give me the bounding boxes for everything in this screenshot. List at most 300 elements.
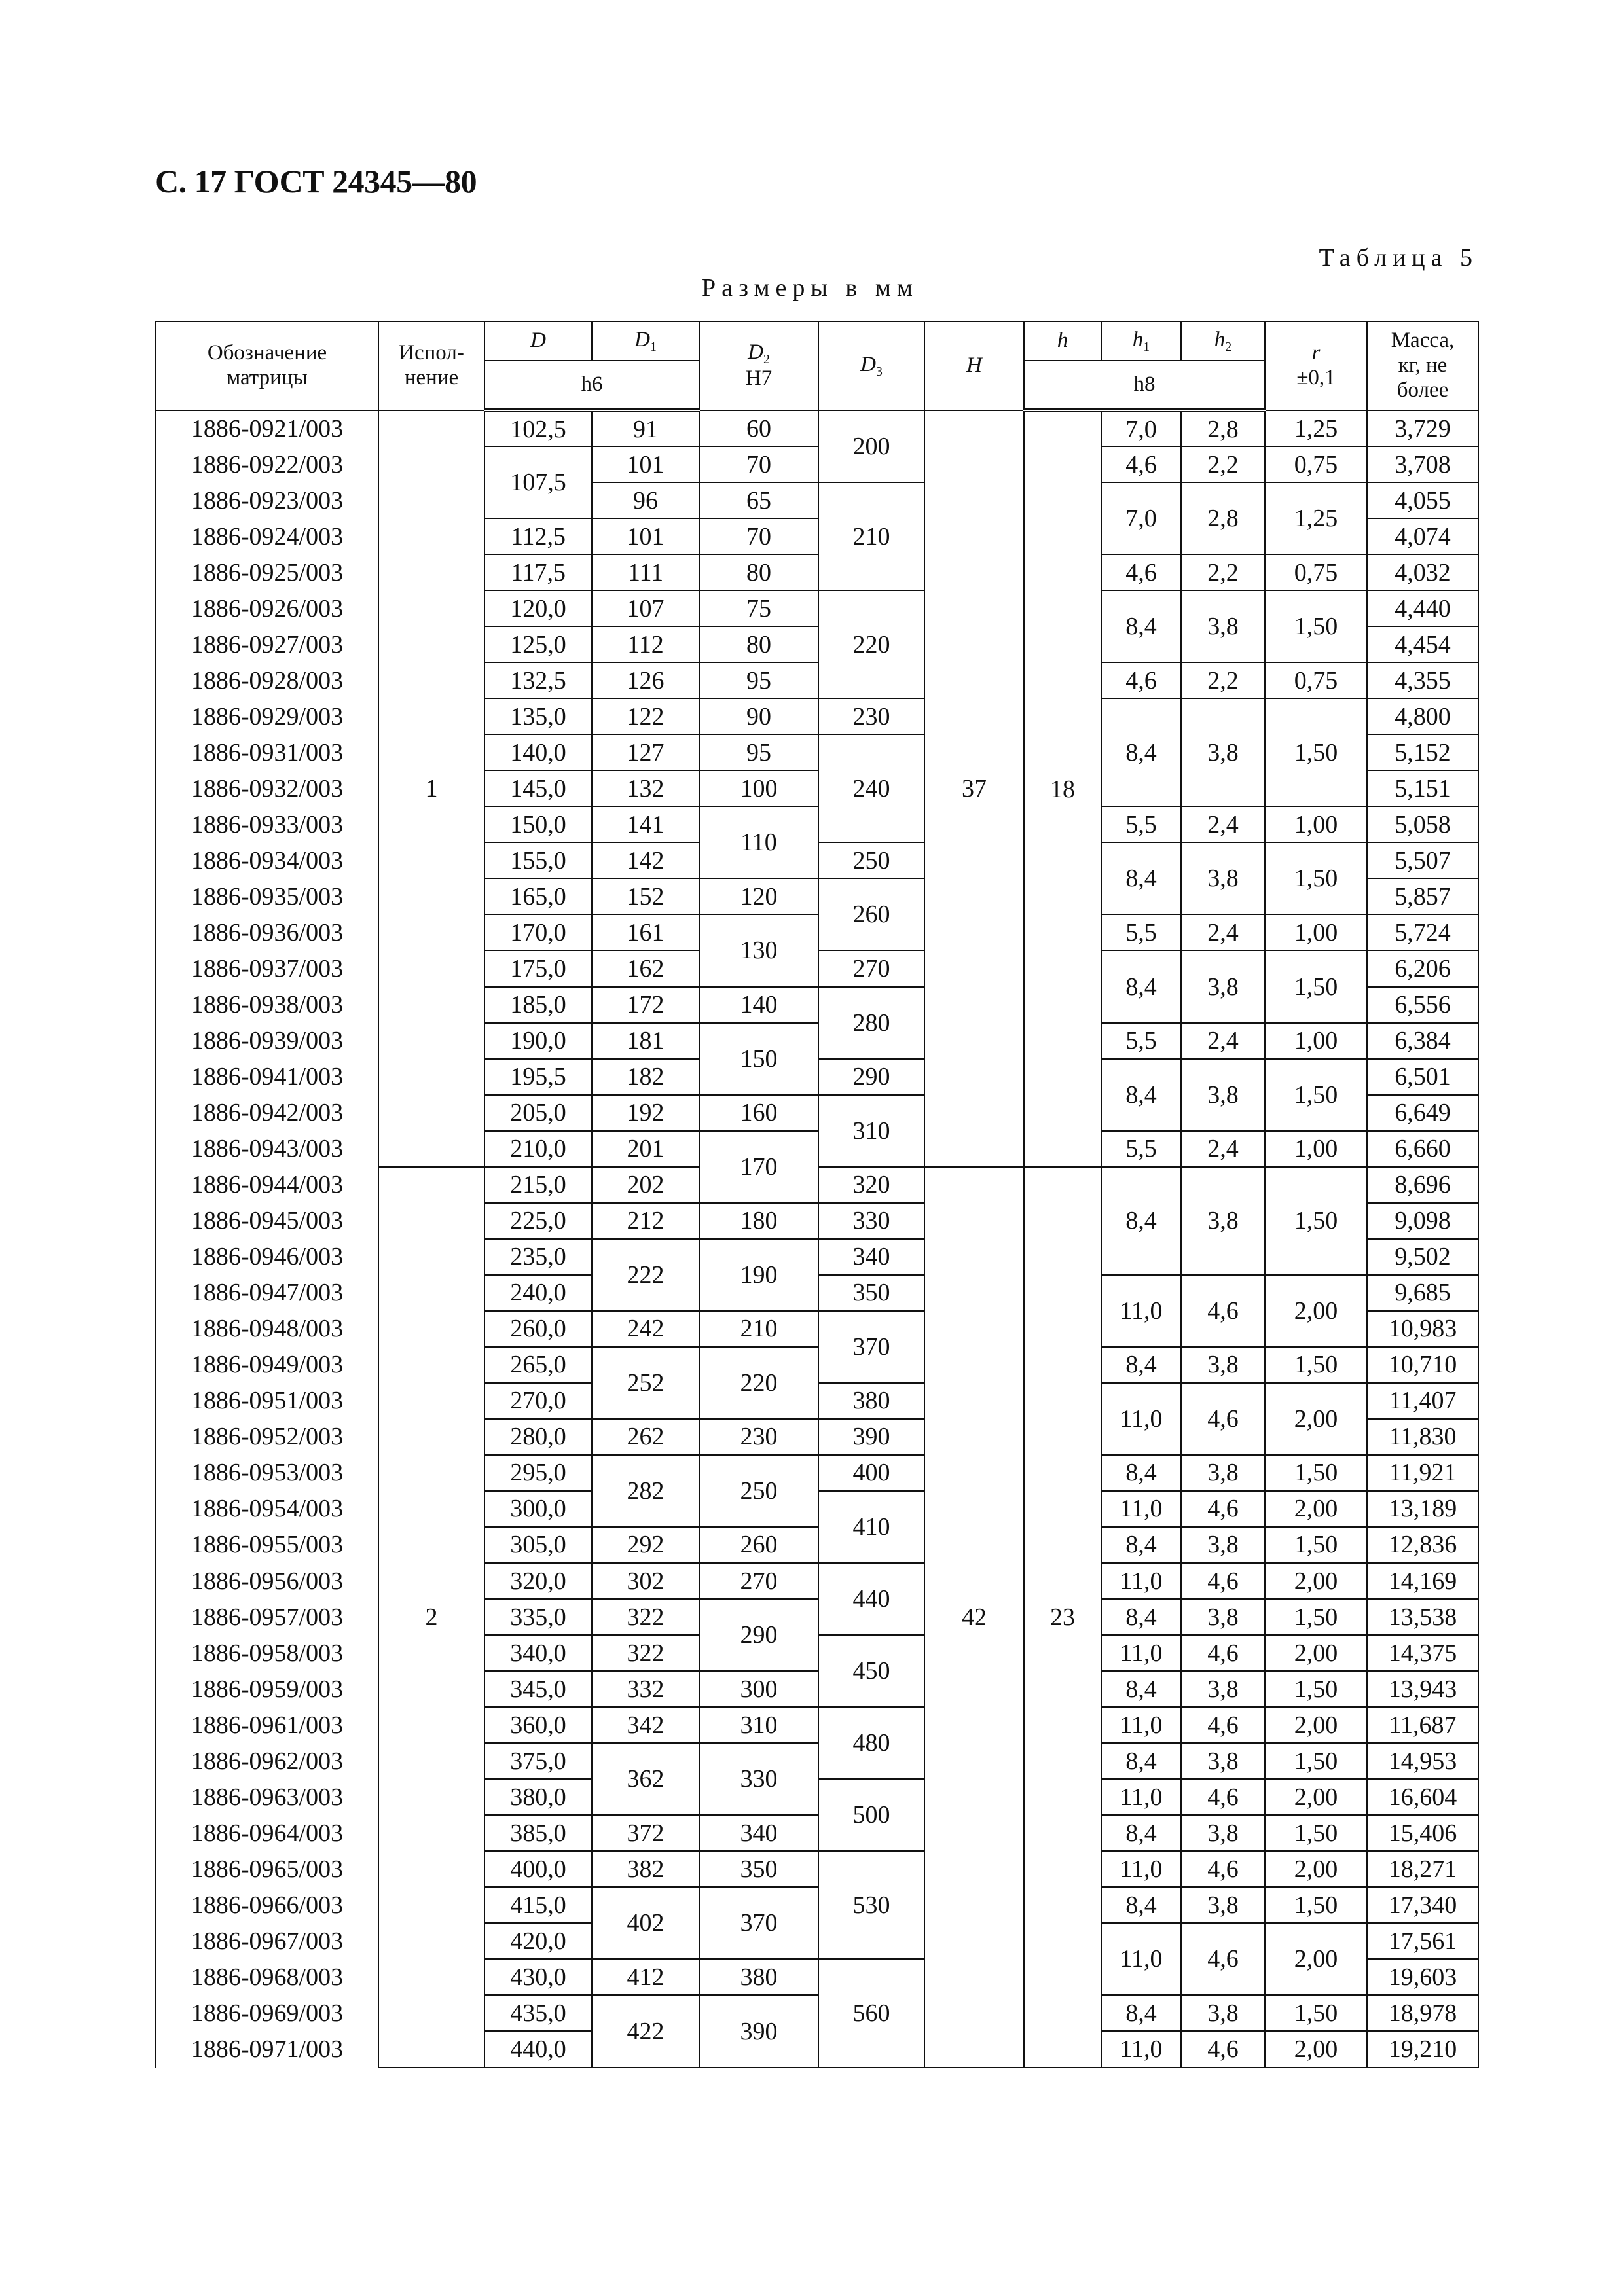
cell-designation: 1886-0969/003 bbox=[156, 1995, 378, 2031]
cell-D1: 382 bbox=[592, 1851, 699, 1887]
cell-designation: 1886-0927/003 bbox=[156, 626, 378, 662]
cell-D: 385,0 bbox=[484, 1815, 592, 1851]
cell-h2: 2,4 bbox=[1181, 1023, 1265, 1059]
cell-mass: 5,152 bbox=[1367, 734, 1478, 770]
cell-D3: 500 bbox=[818, 1779, 924, 1851]
cell-D: 380,0 bbox=[484, 1779, 592, 1815]
cell-h2: 2,4 bbox=[1181, 806, 1265, 842]
cell-r: 2,00 bbox=[1265, 1779, 1367, 1815]
cell-D: 210,0 bbox=[484, 1131, 592, 1167]
cell-D1: 127 bbox=[592, 734, 699, 770]
cell-D: 320,0 bbox=[484, 1563, 592, 1599]
cell-h1: 8,4 bbox=[1101, 950, 1181, 1022]
cell-r: 1,50 bbox=[1265, 950, 1367, 1022]
cell-h1: 8,4 bbox=[1101, 1167, 1181, 1275]
cell-D2: 70 bbox=[699, 518, 818, 554]
cell-h2: 3,8 bbox=[1181, 1743, 1265, 1779]
table-row bbox=[156, 662, 1478, 698]
cell-h2: 3,8 bbox=[1181, 1347, 1265, 1383]
cell-r: 1,00 bbox=[1265, 914, 1367, 950]
cell-D2: 140 bbox=[699, 987, 818, 1023]
cell-D2: 300 bbox=[699, 1671, 818, 1707]
cell-mass: 13,189 bbox=[1367, 1491, 1478, 1527]
cell-mass: 3,708 bbox=[1367, 446, 1478, 482]
table-row bbox=[156, 1455, 1478, 1491]
cell-mass: 5,857 bbox=[1367, 878, 1478, 914]
cell-designation: 1886-0945/003 bbox=[156, 1203, 378, 1239]
cell-mass: 18,271 bbox=[1367, 1851, 1478, 1887]
cell-mass: 17,561 bbox=[1367, 1923, 1478, 1959]
cell-designation: 1886-0954/003 bbox=[156, 1491, 378, 1527]
cell-h2: 2,4 bbox=[1181, 914, 1265, 950]
cell-h2: 3,8 bbox=[1181, 842, 1265, 914]
cell-h2: 3,8 bbox=[1181, 950, 1265, 1022]
cell-D2: 210 bbox=[699, 1311, 818, 1347]
cell-h2: 2,2 bbox=[1181, 446, 1265, 482]
cell-r: 1,50 bbox=[1265, 590, 1367, 662]
cell-designation: 1886-0934/003 bbox=[156, 842, 378, 878]
cell-h1: 4,6 bbox=[1101, 446, 1181, 482]
cell-D2: 180 bbox=[699, 1203, 818, 1239]
cell-h1: 11,0 bbox=[1101, 1563, 1181, 1599]
cell-D3: 270 bbox=[818, 950, 924, 986]
cell-D: 360,0 bbox=[484, 1707, 592, 1743]
cell-mass: 4,454 bbox=[1367, 626, 1478, 662]
cell-D2: 170 bbox=[699, 1131, 818, 1203]
cell-r: 1,50 bbox=[1265, 1815, 1367, 1851]
table-row bbox=[156, 1347, 1478, 1383]
cell-h1: 8,4 bbox=[1101, 1671, 1181, 1707]
cell-r: 2,00 bbox=[1265, 1491, 1367, 1527]
cell-D2: 220 bbox=[699, 1347, 818, 1419]
cell-D: 117,5 bbox=[484, 554, 592, 590]
cell-D3: 320 bbox=[818, 1167, 924, 1203]
cell-D: 265,0 bbox=[484, 1347, 592, 1383]
cell-D2: 75 bbox=[699, 590, 818, 626]
cell-r: 1,50 bbox=[1265, 1743, 1367, 1779]
cell-h2: 3,8 bbox=[1181, 1455, 1265, 1491]
cell-h2: 3,8 bbox=[1181, 1167, 1265, 1275]
cell-mass: 10,710 bbox=[1367, 1347, 1478, 1383]
cell-D1: 222 bbox=[592, 1239, 699, 1311]
cell-D3: 370 bbox=[818, 1311, 924, 1383]
cell-D: 170,0 bbox=[484, 914, 592, 950]
cell-h2: 3,8 bbox=[1181, 1599, 1265, 1635]
cell-D: 305,0 bbox=[484, 1527, 592, 1563]
cell-h1: 11,0 bbox=[1101, 1851, 1181, 1887]
header-h: h bbox=[1024, 321, 1101, 361]
cell-D1: 142 bbox=[592, 842, 699, 878]
cell-D3: 280 bbox=[818, 987, 924, 1059]
cell-h1: 8,4 bbox=[1101, 1815, 1181, 1851]
cell-D2: 390 bbox=[699, 1995, 818, 2068]
cell-r: 2,00 bbox=[1265, 1563, 1367, 1599]
cell-D1: 292 bbox=[592, 1527, 699, 1563]
table-row bbox=[156, 1815, 1478, 1851]
cell-mass: 14,953 bbox=[1367, 1743, 1478, 1779]
cell-h1: 11,0 bbox=[1101, 1635, 1181, 1671]
cell-r: 1,50 bbox=[1265, 1887, 1367, 1923]
cell-h1: 8,4 bbox=[1101, 1347, 1181, 1383]
cell-h1: 11,0 bbox=[1101, 1275, 1181, 1347]
cell-mass: 19,210 bbox=[1367, 2031, 1478, 2068]
cell-h2: 3,8 bbox=[1181, 1527, 1265, 1563]
cell-D1: 181 bbox=[592, 1023, 699, 1059]
cell-D2: 340 bbox=[699, 1815, 818, 1851]
cell-D3: 250 bbox=[818, 842, 924, 878]
cell-mass: 4,032 bbox=[1367, 554, 1478, 590]
cell-D1: 252 bbox=[592, 1347, 699, 1419]
cell-mass: 5,724 bbox=[1367, 914, 1478, 950]
cell-designation: 1886-0936/003 bbox=[156, 914, 378, 950]
cell-D2: 270 bbox=[699, 1563, 818, 1599]
cell-D3: 480 bbox=[818, 1707, 924, 1779]
units-caption: Размеры в мм bbox=[702, 274, 919, 302]
cell-r: 2,00 bbox=[1265, 1275, 1367, 1347]
cell-D2: 80 bbox=[699, 626, 818, 662]
cell-r: 1,50 bbox=[1265, 1347, 1367, 1383]
cell-h2: 3,8 bbox=[1181, 1995, 1265, 2031]
cell-h2: 4,6 bbox=[1181, 1635, 1265, 1671]
cell-designation: 1886-0935/003 bbox=[156, 878, 378, 914]
cell-D3: 350 bbox=[818, 1275, 924, 1311]
cell-mass: 13,943 bbox=[1367, 1671, 1478, 1707]
table-row bbox=[156, 1023, 1478, 1059]
cell-D1: 332 bbox=[592, 1671, 699, 1707]
cell-mass: 14,375 bbox=[1367, 1635, 1478, 1671]
cell-D2: 150 bbox=[699, 1023, 818, 1095]
header-H: H bbox=[924, 321, 1024, 410]
cell-D2: 60 bbox=[699, 410, 818, 446]
cell-D2: 290 bbox=[699, 1599, 818, 1671]
cell-D3: 310 bbox=[818, 1095, 924, 1167]
header-D3: $D_3$ bbox=[818, 321, 924, 410]
cell-D1: 122 bbox=[592, 698, 699, 734]
cell-mass: 9,502 bbox=[1367, 1239, 1478, 1275]
cell-D3: 330 bbox=[818, 1203, 924, 1239]
cell-r: 1,50 bbox=[1265, 698, 1367, 806]
cell-h2: 3,8 bbox=[1181, 1059, 1265, 1131]
cell-h1: 7,0 bbox=[1101, 410, 1181, 446]
cell-h2: 3,8 bbox=[1181, 1815, 1265, 1851]
cell-D2: 160 bbox=[699, 1095, 818, 1131]
cell-mass: 14,169 bbox=[1367, 1563, 1478, 1599]
cell-D: 102,5 bbox=[484, 410, 592, 446]
cell-mass: 4,074 bbox=[1367, 518, 1478, 554]
cell-D: 120,0 bbox=[484, 590, 592, 626]
cell-designation: 1886-0953/003 bbox=[156, 1455, 378, 1491]
cell-designation: 1886-0956/003 bbox=[156, 1563, 378, 1599]
dimensions-table bbox=[155, 321, 1479, 2068]
cell-h2: 4,6 bbox=[1181, 1563, 1265, 1599]
cell-r: 2,00 bbox=[1265, 1707, 1367, 1743]
cell-mass: 16,604 bbox=[1367, 1779, 1478, 1815]
cell-D: 435,0 bbox=[484, 1995, 592, 2031]
cell-mass: 9,685 bbox=[1367, 1275, 1478, 1311]
cell-r: 1,50 bbox=[1265, 842, 1367, 914]
cell-D2: 70 bbox=[699, 446, 818, 482]
cell-h2: 4,6 bbox=[1181, 1383, 1265, 1455]
cell-D1: 132 bbox=[592, 770, 699, 806]
cell-D: 215,0 bbox=[484, 1167, 592, 1203]
cell-D1: 161 bbox=[592, 914, 699, 950]
table-row bbox=[156, 446, 1478, 482]
cell-designation: 1886-0926/003 bbox=[156, 590, 378, 626]
cell-h1: 5,5 bbox=[1101, 806, 1181, 842]
cell-D2: 370 bbox=[699, 1887, 818, 1959]
cell-mass: 6,206 bbox=[1367, 950, 1478, 986]
cell-D1: 302 bbox=[592, 1563, 699, 1599]
cell-D2: 100 bbox=[699, 770, 818, 806]
cell-D1: 91 bbox=[592, 410, 699, 446]
cell-mass: 3,729 bbox=[1367, 410, 1478, 446]
table-row bbox=[156, 914, 1478, 950]
cell-h1: 11,0 bbox=[1101, 1779, 1181, 1815]
cell-D: 165,0 bbox=[484, 878, 592, 914]
cell-H: 42 bbox=[924, 1167, 1024, 2068]
cell-D: 225,0 bbox=[484, 1203, 592, 1239]
cell-designation: 1886-0942/003 bbox=[156, 1095, 378, 1131]
cell-version: 2 bbox=[378, 1167, 484, 2068]
cell-mass: 18,978 bbox=[1367, 1995, 1478, 2031]
cell-mass: 9,098 bbox=[1367, 1203, 1478, 1239]
cell-r: 0,75 bbox=[1265, 446, 1367, 482]
header-tolerance-h8: h8 bbox=[1024, 361, 1265, 410]
cell-D2: 130 bbox=[699, 914, 818, 986]
table-row bbox=[156, 806, 1478, 842]
table-body bbox=[156, 410, 1478, 2068]
cell-D1: 112 bbox=[592, 626, 699, 662]
cell-D2: 260 bbox=[699, 1527, 818, 1563]
table-row bbox=[156, 410, 1478, 446]
cell-r: 1,50 bbox=[1265, 1527, 1367, 1563]
cell-D2: 95 bbox=[699, 662, 818, 698]
cell-r: 2,00 bbox=[1265, 1383, 1367, 1455]
cell-r: 1,25 bbox=[1265, 482, 1367, 554]
cell-r: 2,00 bbox=[1265, 2031, 1367, 2068]
cell-mass: 4,055 bbox=[1367, 482, 1478, 518]
cell-D: 345,0 bbox=[484, 1671, 592, 1707]
cell-r: 0,75 bbox=[1265, 554, 1367, 590]
cell-D: 340,0 bbox=[484, 1635, 592, 1671]
cell-designation: 1886-0946/003 bbox=[156, 1239, 378, 1275]
cell-h1: 4,6 bbox=[1101, 554, 1181, 590]
cell-D1: 242 bbox=[592, 1311, 699, 1347]
cell-designation: 1886-0922/003 bbox=[156, 446, 378, 482]
cell-D3: 210 bbox=[818, 482, 924, 590]
cell-D1: 402 bbox=[592, 1887, 699, 1959]
header-designation: Обозначение матрицы bbox=[156, 321, 378, 410]
table-row bbox=[156, 1527, 1478, 1563]
header-h1: $h_1$ bbox=[1101, 321, 1181, 361]
cell-designation: 1886-0933/003 bbox=[156, 806, 378, 842]
cell-r: 1,50 bbox=[1265, 1599, 1367, 1635]
cell-designation: 1886-0923/003 bbox=[156, 482, 378, 518]
cell-D: 107,5 bbox=[484, 446, 592, 518]
cell-designation: 1886-0968/003 bbox=[156, 1959, 378, 1995]
cell-D3: 290 bbox=[818, 1059, 924, 1095]
cell-designation: 1886-0966/003 bbox=[156, 1887, 378, 1923]
cell-D2: 310 bbox=[699, 1707, 818, 1743]
cell-D2: 95 bbox=[699, 734, 818, 770]
cell-D1: 201 bbox=[592, 1131, 699, 1167]
cell-h1: 8,4 bbox=[1101, 1743, 1181, 1779]
cell-h1: 5,5 bbox=[1101, 1023, 1181, 1059]
cell-D3: 560 bbox=[818, 1959, 924, 2068]
cell-h1: 11,0 bbox=[1101, 1491, 1181, 1527]
cell-D2: 65 bbox=[699, 482, 818, 518]
cell-mass: 11,687 bbox=[1367, 1707, 1478, 1743]
cell-h1: 11,0 bbox=[1101, 1707, 1181, 1743]
cell-h1: 5,5 bbox=[1101, 914, 1181, 950]
cell-D1: 126 bbox=[592, 662, 699, 698]
cell-D2: 230 bbox=[699, 1419, 818, 1455]
cell-D: 440,0 bbox=[484, 2031, 592, 2068]
cell-D1: 162 bbox=[592, 950, 699, 986]
cell-designation: 1886-0947/003 bbox=[156, 1275, 378, 1311]
cell-D: 270,0 bbox=[484, 1383, 592, 1419]
cell-designation: 1886-0932/003 bbox=[156, 770, 378, 806]
cell-r: 1,00 bbox=[1265, 1131, 1367, 1167]
cell-r: 1,50 bbox=[1265, 1671, 1367, 1707]
cell-designation: 1886-0928/003 bbox=[156, 662, 378, 698]
header-r: r ±0,1 bbox=[1265, 321, 1367, 410]
cell-mass: 19,603 bbox=[1367, 1959, 1478, 1995]
cell-D: 205,0 bbox=[484, 1095, 592, 1131]
header-tolerance-h6: h6 bbox=[484, 361, 699, 410]
cell-D: 125,0 bbox=[484, 626, 592, 662]
cell-mass: 6,556 bbox=[1367, 987, 1478, 1023]
cell-D2: 80 bbox=[699, 554, 818, 590]
cell-designation: 1886-0938/003 bbox=[156, 987, 378, 1023]
cell-D2: 110 bbox=[699, 806, 818, 878]
cell-h1: 8,4 bbox=[1101, 1887, 1181, 1923]
cell-h1: 8,4 bbox=[1101, 1995, 1181, 2031]
cell-D: 150,0 bbox=[484, 806, 592, 842]
cell-h1: 11,0 bbox=[1101, 2031, 1181, 2068]
table-row bbox=[156, 554, 1478, 590]
cell-h2: 3,8 bbox=[1181, 698, 1265, 806]
cell-h1: 8,4 bbox=[1101, 698, 1181, 806]
table-row bbox=[156, 1887, 1478, 1923]
cell-D2: 350 bbox=[699, 1851, 818, 1887]
cell-D: 132,5 bbox=[484, 662, 592, 698]
table-row bbox=[156, 1707, 1478, 1743]
cell-designation: 1886-0924/003 bbox=[156, 518, 378, 554]
cell-mass: 4,800 bbox=[1367, 698, 1478, 734]
cell-D2: 120 bbox=[699, 878, 818, 914]
cell-h1: 5,5 bbox=[1101, 1131, 1181, 1167]
header-D: D bbox=[484, 321, 592, 361]
cell-designation: 1886-0962/003 bbox=[156, 1743, 378, 1779]
cell-h2: 4,6 bbox=[1181, 1923, 1265, 1995]
cell-D3: 390 bbox=[818, 1419, 924, 1455]
cell-D1: 362 bbox=[592, 1743, 699, 1815]
cell-r: 2,00 bbox=[1265, 1851, 1367, 1887]
cell-D1: 192 bbox=[592, 1095, 699, 1131]
cell-designation: 1886-0939/003 bbox=[156, 1023, 378, 1059]
cell-D: 190,0 bbox=[484, 1023, 592, 1059]
cell-D: 175,0 bbox=[484, 950, 592, 986]
table-row bbox=[156, 1563, 1478, 1599]
cell-h1: 4,6 bbox=[1101, 662, 1181, 698]
table-row bbox=[156, 698, 1478, 734]
cell-h2: 2,2 bbox=[1181, 662, 1265, 698]
cell-designation: 1886-0949/003 bbox=[156, 1347, 378, 1383]
cell-h2: 4,6 bbox=[1181, 1851, 1265, 1887]
cell-designation: 1886-0951/003 bbox=[156, 1383, 378, 1419]
cell-h1: 8,4 bbox=[1101, 590, 1181, 662]
table-row bbox=[156, 482, 1478, 518]
cell-designation: 1886-0925/003 bbox=[156, 554, 378, 590]
cell-h1: 7,0 bbox=[1101, 482, 1181, 554]
cell-h2: 3,8 bbox=[1181, 590, 1265, 662]
cell-designation: 1886-0952/003 bbox=[156, 1419, 378, 1455]
cell-D1: 107 bbox=[592, 590, 699, 626]
cell-mass: 11,407 bbox=[1367, 1383, 1478, 1419]
cell-D1: 212 bbox=[592, 1203, 699, 1239]
cell-D1: 101 bbox=[592, 446, 699, 482]
cell-designation: 1886-0959/003 bbox=[156, 1671, 378, 1707]
cell-D1: 262 bbox=[592, 1419, 699, 1455]
cell-D3: 400 bbox=[818, 1455, 924, 1491]
cell-D: 155,0 bbox=[484, 842, 592, 878]
cell-D1: 322 bbox=[592, 1635, 699, 1671]
table-row bbox=[156, 1671, 1478, 1707]
cell-D: 280,0 bbox=[484, 1419, 592, 1455]
cell-h2: 2,4 bbox=[1181, 1131, 1265, 1167]
header-version: Испол- нение bbox=[378, 321, 484, 410]
cell-D3: 440 bbox=[818, 1563, 924, 1635]
cell-D1: 101 bbox=[592, 518, 699, 554]
cell-r: 2,00 bbox=[1265, 1635, 1367, 1671]
cell-r: 1,50 bbox=[1265, 1167, 1367, 1275]
cell-D3: 410 bbox=[818, 1491, 924, 1563]
cell-D: 195,5 bbox=[484, 1059, 592, 1095]
cell-D3: 220 bbox=[818, 590, 924, 698]
cell-mass: 6,649 bbox=[1367, 1095, 1478, 1131]
cell-D3: 340 bbox=[818, 1239, 924, 1275]
cell-D1: 182 bbox=[592, 1059, 699, 1095]
cell-designation: 1886-0955/003 bbox=[156, 1527, 378, 1563]
cell-D3: 380 bbox=[818, 1383, 924, 1419]
cell-designation: 1886-0958/003 bbox=[156, 1635, 378, 1671]
cell-r: 2,00 bbox=[1265, 1923, 1367, 1995]
cell-D1: 96 bbox=[592, 482, 699, 518]
cell-D: 415,0 bbox=[484, 1887, 592, 1923]
cell-D1: 141 bbox=[592, 806, 699, 842]
cell-h2: 4,6 bbox=[1181, 1275, 1265, 1347]
cell-mass: 6,660 bbox=[1367, 1131, 1478, 1167]
table-row bbox=[156, 1743, 1478, 1779]
cell-D3: 450 bbox=[818, 1635, 924, 1707]
header-D2: $D_2$ H7 bbox=[699, 321, 818, 410]
cell-mass: 15,406 bbox=[1367, 1815, 1478, 1851]
cell-D3: 240 bbox=[818, 734, 924, 842]
cell-designation: 1886-0965/003 bbox=[156, 1851, 378, 1887]
cell-D1: 412 bbox=[592, 1959, 699, 1995]
cell-D2: 380 bbox=[699, 1959, 818, 1995]
cell-D: 135,0 bbox=[484, 698, 592, 734]
cell-designation: 1886-0964/003 bbox=[156, 1815, 378, 1851]
cell-designation: 1886-0957/003 bbox=[156, 1599, 378, 1635]
cell-r: 1,50 bbox=[1265, 1059, 1367, 1131]
cell-r: 1,00 bbox=[1265, 1023, 1367, 1059]
cell-r: 1,50 bbox=[1265, 1455, 1367, 1491]
header-D1: $D_1$ bbox=[592, 321, 699, 361]
cell-h1: 8,4 bbox=[1101, 1599, 1181, 1635]
cell-D: 112,5 bbox=[484, 518, 592, 554]
